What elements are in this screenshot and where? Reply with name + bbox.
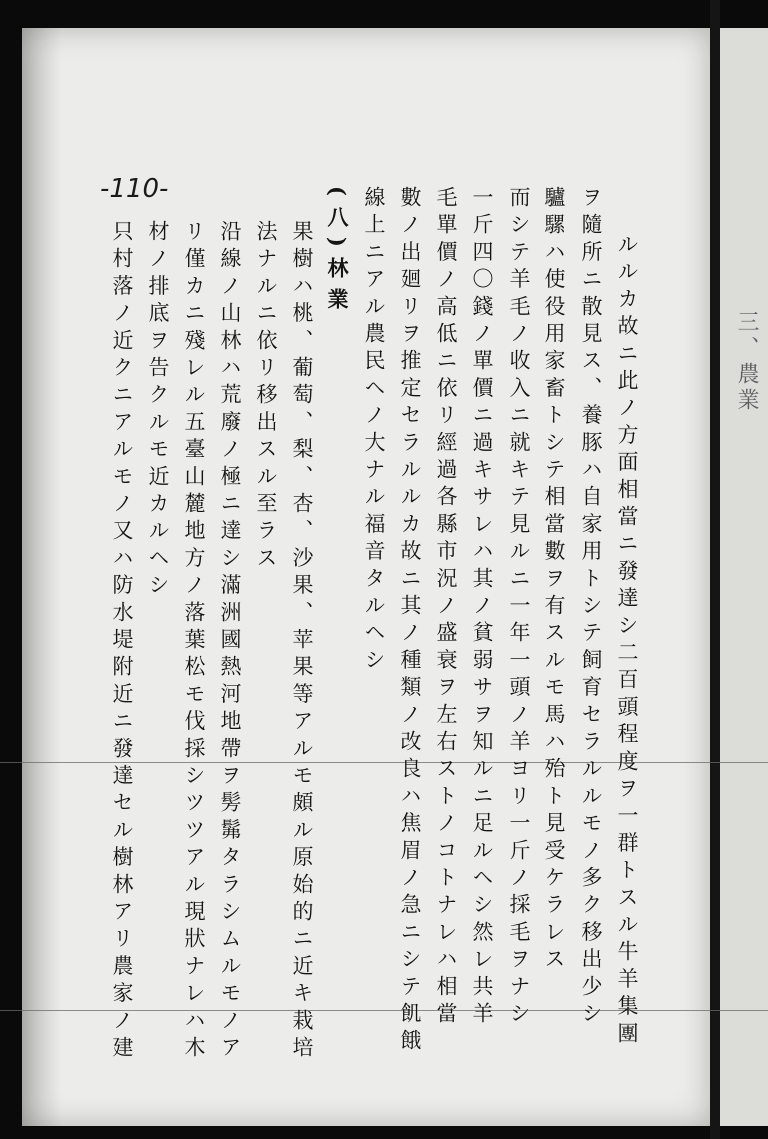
text-line: 一斤四〇錢ノ單價ニ過キサレハ其ノ貧弱サヲ知ルニ足ルヘシ然レ共羊 <box>470 186 494 1030</box>
page-number: -110- <box>100 174 169 204</box>
text-line: 線上ニアル農民ヘノ大ナル福音タルヘシ <box>362 186 386 676</box>
text-line: 材ノ排底ヲ告クルモ近カルヘシ <box>146 220 170 601</box>
text-line: 驢騾ハ使役用家畜トシテ相當數ヲ有スルモ馬ハ殆ト見受ケラレス <box>542 186 566 975</box>
text-line: 沿線ノ山林ハ荒廢ノ極ニ達シ滿洲國熱河地帶ヲ髣髴タラシムルモノア <box>218 220 242 1064</box>
text-line: ルルカ故ニ此ノ方面相當ニ發達シ二百頭程度ヲ一群トスル牛羊集團 <box>615 233 639 1049</box>
text-line: 而シテ羊毛ノ收入ニ就キテ見ルニ一年一頭ノ羊ヨリ一斤ノ採毛ヲナシ <box>507 186 531 1030</box>
section-heading: (八)林業 <box>325 186 350 319</box>
text-line: 果樹ハ桃、葡萄、梨、杏、沙果、苹果等アルモ頗ル原始的ニ近キ栽培 <box>290 220 314 1064</box>
text-line: 數ノ出廻リヲ推定セラルルカ故ニ其ノ種類ノ改良ハ焦眉ノ急ニシテ飢餓 <box>398 186 422 1057</box>
facing-page-fragment: 三、農業 <box>734 310 759 414</box>
text-line: ヲ隨所ニ散見ス、養豚ハ自家用トシテ飼育セラルルモノ多ク移出少シ <box>579 186 603 1030</box>
page-edge-shadow <box>22 28 62 1126</box>
book-spine <box>710 0 720 1139</box>
facing-page <box>720 28 768 1126</box>
page-number-mark: - <box>100 174 110 204</box>
text-line: 毛單價ノ高低ニ依リ經過各縣市況ノ盛衰ヲ左右ストノコトナレハ相當 <box>434 186 458 1030</box>
text-line: 只村落ノ近クニアルモノ又ハ防水堤附近ニ發達セル樹林アリ農家ノ建 <box>110 220 134 1064</box>
text-line: 法ナルニ依リ移出スル至ラス <box>254 220 278 574</box>
text-line: リ僅カニ殘レル五臺山麓地方ノ落葉松モ伐採シツツアル現狀ナレハ木 <box>182 220 206 1064</box>
page-number-mark: - <box>159 174 169 204</box>
